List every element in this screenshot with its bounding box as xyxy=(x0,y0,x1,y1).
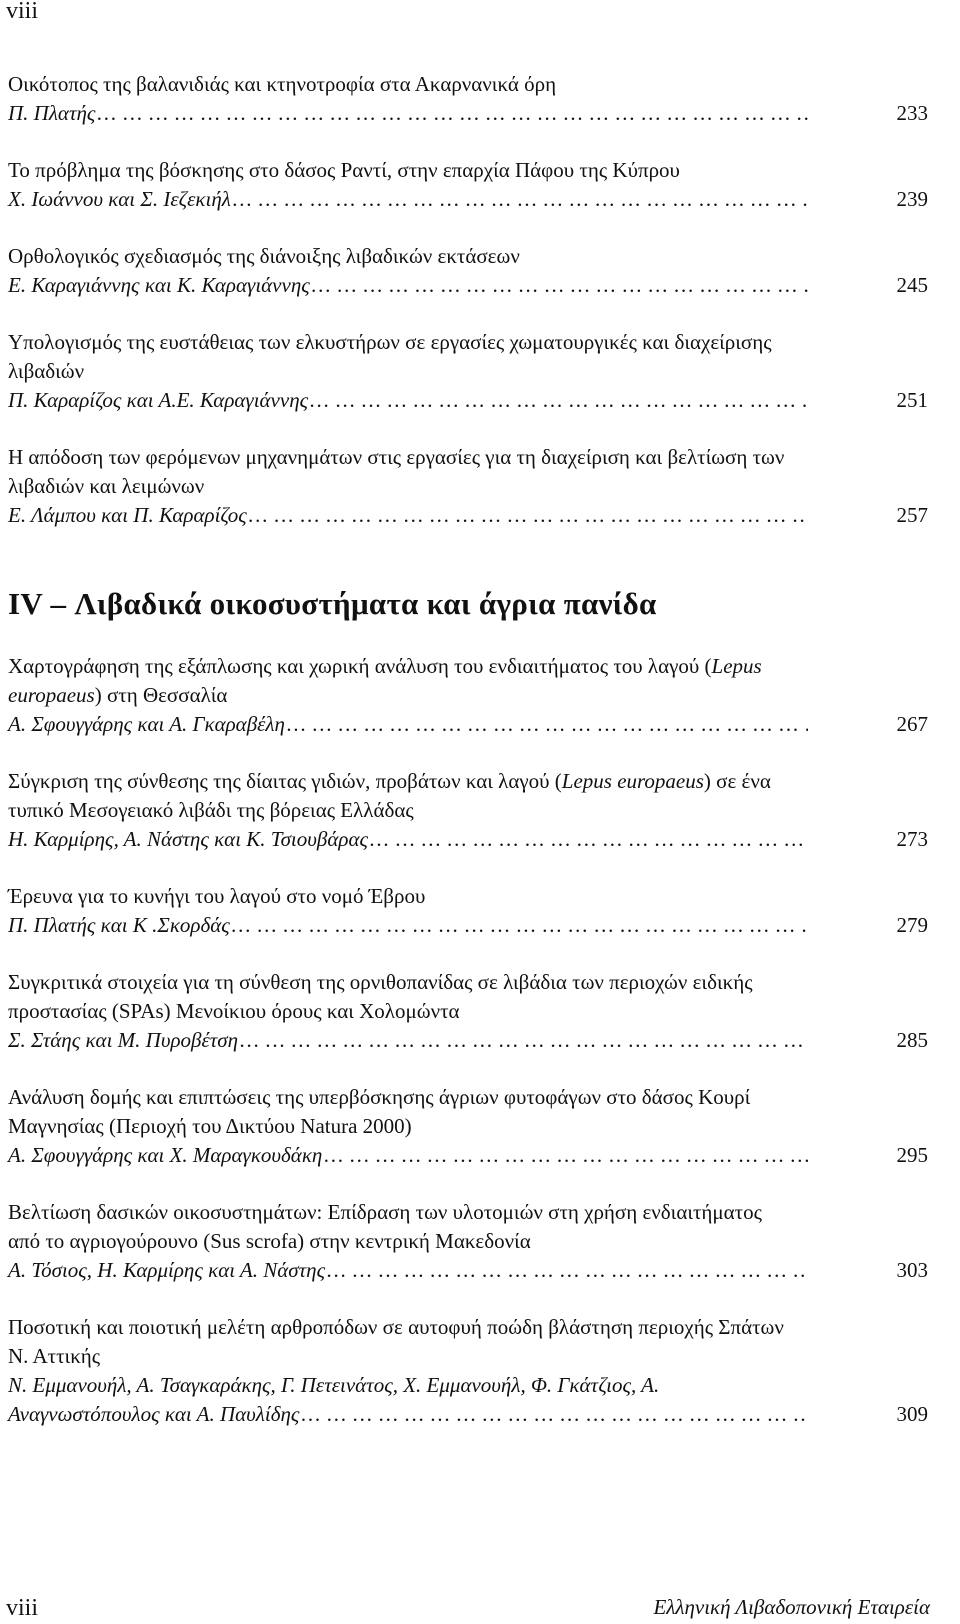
entry-authors: Α. Τόσιος, Η. Καρμίρης και Α. Νάστης xyxy=(8,1258,326,1282)
toc-entry xyxy=(8,1313,928,1429)
entry-page-number: 257 xyxy=(896,503,928,527)
toc-entry xyxy=(8,652,928,739)
entry-title: Σύγκριση της σύνθεσης της δίαιτας γιδιών, προβάτων και λαγού (Lepus europaeus) σε ένα τυπικό Μεσογειακό λιβάδι της βόρειας Ελλάδας xyxy=(8,769,771,822)
entry-authors: Π. Πλατής και Κ .Σκορδάς xyxy=(8,913,230,937)
entry-page-number: 303 xyxy=(896,1258,928,1282)
entry-authors: Η. Καρμίρης, Α. Νάστης και Κ. Τσιουβάρας xyxy=(8,827,369,851)
footer-publisher: Ελληνική Λιβαδοπονική Εταιρεία xyxy=(653,1595,930,1619)
entry-authors: Σ. Στάης και Μ. Πυροβέτση xyxy=(8,1028,239,1052)
entry-page-number: 279 xyxy=(896,913,928,937)
entry-page-number: 239 xyxy=(896,187,928,211)
entry-title: Χαρτογράφηση της εξάπλωσης και χωρική ανάλυση του ενδιαιτήματος του λαγού (Lepus europaeus) στη Θεσσαλία xyxy=(8,654,762,707)
leader-dots xyxy=(327,1256,808,1285)
entry-page-number: 251 xyxy=(896,388,928,412)
entry-page-number: 267 xyxy=(896,712,928,736)
leader-dots xyxy=(233,185,808,214)
toc-entry xyxy=(8,156,928,214)
entry-authors: Χ. Ιωάννου και Σ. Ιεζεκιήλ xyxy=(8,187,231,211)
entry-title: Ορθολογικός σχεδιασμός της διάνοιξης λιβαδικών εκτάσεων xyxy=(8,244,520,268)
header-page-number: viii xyxy=(6,0,39,24)
entry-title: Ποσοτική και ποιοτική μελέτη αρθροπόδων σε αυτοφυή ποώδη βλάστηση περιοχής Σπάτων Ν. Αττικής xyxy=(8,1315,784,1368)
entry-authors: Α. Σφουγγάρης και Χ. Μαραγκουδάκη xyxy=(8,1143,323,1167)
leader-dots xyxy=(324,1141,808,1170)
leader-dots xyxy=(287,710,808,739)
entry-authors: Αναγνωστόπουλος και Α. Παυλίδης xyxy=(8,1402,300,1426)
toc-entry xyxy=(8,882,928,940)
toc-entry xyxy=(8,767,928,854)
entry-authors: Ε. Καραγιάννης και Κ. Καραγιάννης xyxy=(8,273,310,297)
entry-title: Υπολογισμός της ευστάθειας των ελκυστήρων σε εργασίες χωματουργικές και διαχείρισης λιβαδιών xyxy=(8,330,772,383)
entry-title: Οικότοπος της βαλανιδιάς και κτηνοτροφία στα Ακαρνανικά όρη xyxy=(8,72,557,96)
entry-title: Έρευνα για το κυνήγι του λαγού στο νομό Έβρου xyxy=(8,884,426,908)
toc-entry xyxy=(8,328,928,415)
entry-authors: Ε. Λάμπου και Π. Καραρίζος xyxy=(8,503,247,527)
leader-dots xyxy=(240,1026,808,1055)
toc-entry xyxy=(8,443,928,530)
entry-page-number: 309 xyxy=(896,1402,928,1426)
toc-entry xyxy=(8,968,928,1055)
entry-page-number: 233 xyxy=(896,101,928,125)
table-of-contents xyxy=(8,70,928,1457)
entry-title: Ανάλυση δομής και επιπτώσεις της υπερβόσκησης άγριων φυτοφάγων στο δάσος Κουρί Μαγνησίας (Περιοχή του Δικτύου Natura 2000) xyxy=(8,1085,751,1138)
entry-page-number: 295 xyxy=(896,1143,928,1167)
leader-dots xyxy=(232,911,808,940)
toc-entry xyxy=(8,1083,928,1170)
entry-authors: Π. Καραρίζος και Α.Ε. Καραγιάννης xyxy=(8,388,309,412)
entry-page-number: 273 xyxy=(896,827,928,851)
leader-dots xyxy=(310,386,808,415)
entry-title: Βελτίωση δασικών οικοσυστημάτων: Επίδραση των υλοτομιών στη χρήση ενδιαιτήματος από το αγριογούρουνο (Sus scrofa) στην κεντρική Μακεδονία xyxy=(8,1200,762,1253)
entry-page-number: 285 xyxy=(896,1028,928,1052)
entry-title: Η απόδοση των φερόμενων μηχανημάτων στις εργασίες για τη διαχείριση και βελτίωση των λιβαδιών και λειμώνων xyxy=(8,445,785,498)
leader-dots xyxy=(312,271,808,300)
leader-dots xyxy=(249,501,808,530)
toc-entry xyxy=(8,70,928,128)
entry-authors: Π. Πλατής xyxy=(8,101,96,125)
section-heading: IV – Λιβαδικά οικοσυστήματα και άγρια πανίδα xyxy=(8,586,657,621)
leader-dots xyxy=(97,99,808,128)
entry-authors-line1: Ν. Εμμανουήλ, Α. Τσαγκαράκης, Γ. Πετεινάτος, Χ. Εμμανουήλ, Φ. Γκάτζιος, Α. xyxy=(8,1373,660,1397)
leader-dots xyxy=(370,825,808,854)
entry-title: Συγκριτικά στοιχεία για τη σύνθεση της ορνιθοπανίδας σε λιβάδια των περιοχών ειδικής προστασίας (SPAs) Μενοίκιου όρους και Χολομώντα xyxy=(8,970,753,1023)
footer-page-number: viii xyxy=(6,1595,39,1621)
entry-page-number: 245 xyxy=(896,273,928,297)
page-footer xyxy=(0,1584,960,1624)
leader-dots xyxy=(301,1400,808,1429)
entry-authors: Α. Σφουγγάρης και Α. Γκαραβέλη xyxy=(8,712,285,736)
toc-entry xyxy=(8,242,928,300)
entry-title: Το πρόβλημα της βόσκησης στο δάσος Ραντί, στην επαρχία Πάφου της Κύπρου xyxy=(8,158,680,182)
toc-entry xyxy=(8,1198,928,1285)
